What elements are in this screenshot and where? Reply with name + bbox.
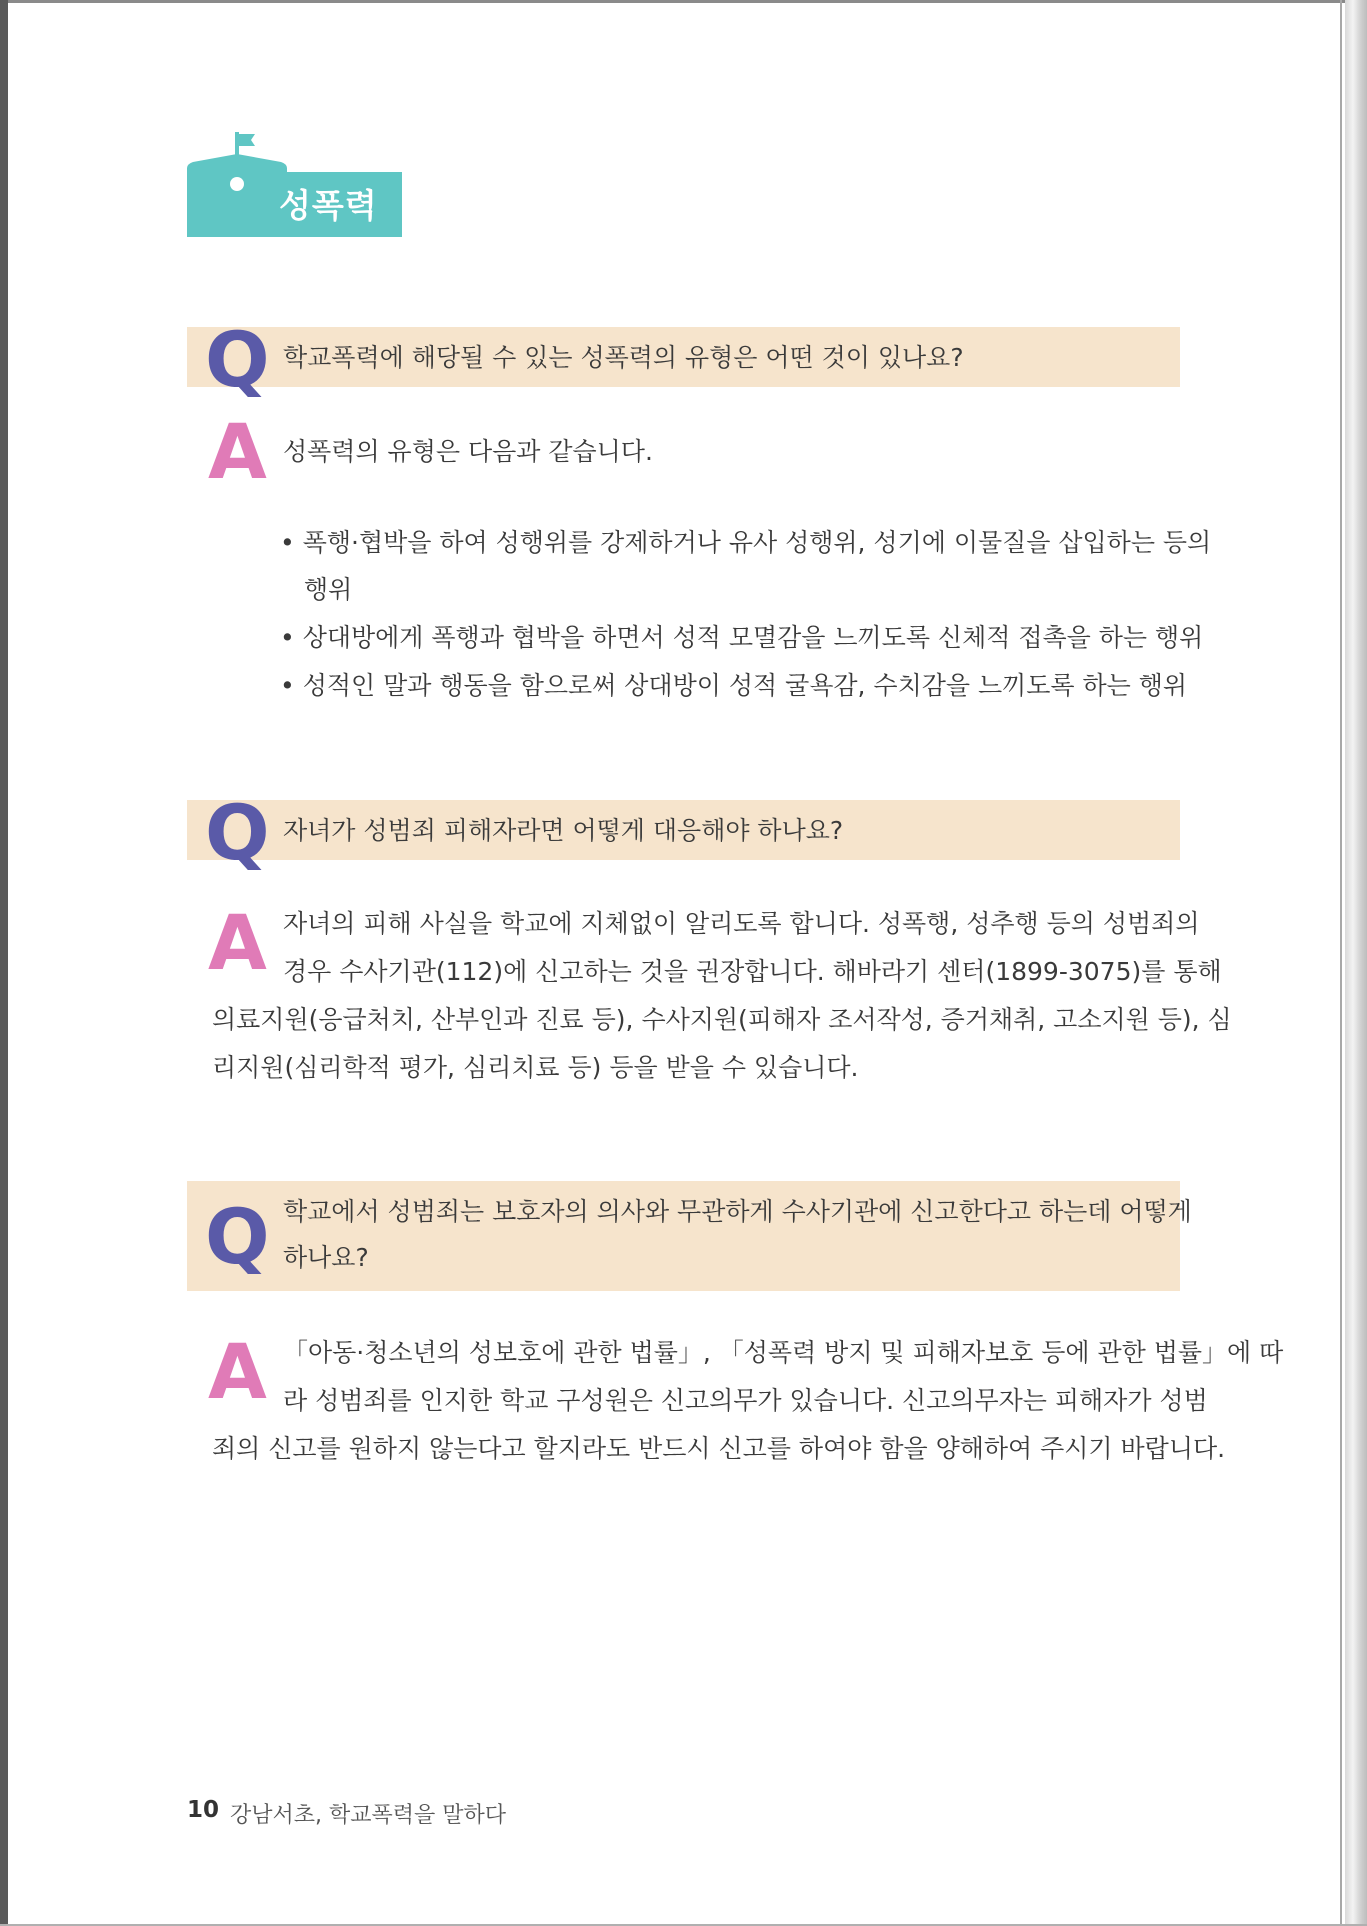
question-text-1: 학교폭력에 해당될 수 있는 성폭력의 유형은 어떤 것이 있나요? [283,343,964,372]
answer-line: 의료지원(응급처치, 산부인과 진료 등), 수사지원(피해자 조서작성, 증거채취, 고소지원 등), 심 [212,1005,1232,1034]
question-text-3a: 학교에서 성범죄는 보호자의 의사와 무관하게 수사기관에 신고한다고 하는데 어떻게 [283,1197,1192,1226]
answer-line: 「아동·청소년의 성보호에 관한 법률」, 「성폭력 방지 및 피해자보호 등에 관한 법률」에 따 [283,1338,1284,1367]
running-footer-title: 강남서초, 학교폭력을 말하다 [230,1803,507,1828]
bullet-item: • 폭행·협박을 하여 성행위를 강제하거나 유사 성행위, 성기에 이물질을 삽입하는 등의 [280,528,1212,557]
answer-line: 자녀의 피해 사실을 학교에 지체없이 알리도록 합니다. 성폭행, 성추행 등의 성범죄의 [283,909,1200,938]
a-letter-3: A [208,1327,267,1416]
bullet-item-continued: 행위 [304,575,353,604]
page-number: 10 [187,1797,220,1823]
question-text-2: 자녀가 성범죄 피해자라면 어떻게 대응해야 하나요? [283,816,844,845]
answer-intro-1: 성폭력의 유형은 다음과 같습니다. [283,437,653,466]
answer-line: 라 성범죄를 인지한 학교 구성원은 신고의무가 있습니다. 신고의무자는 피해자가 성범 [283,1386,1208,1415]
q-letter-2: Q [205,788,270,877]
page-edge-right [1345,0,1367,1926]
q-letter-1: Q [205,315,270,404]
a-letter-1: A [208,407,267,496]
page-edge-top [0,0,1367,3]
page-fold-line [1340,0,1342,1926]
answer-line: 리지원(심리학적 평가, 심리치료 등) 등을 받을 수 있습니다. [212,1053,859,1082]
question-text-3b: 하나요? [283,1243,369,1272]
answer-line: 죄의 신고를 원하지 않는다고 할지라도 반드시 신고를 하여야 함을 양해하여 주시기 바랍니다. [212,1434,1226,1463]
q-letter-3: Q [205,1192,270,1281]
section-title: 성폭력 [279,186,378,225]
answer-line: 경우 수사기관(112)에 신고하는 것을 권장합니다. 해바라기 센터(1899-3075)를 통해 [283,957,1222,986]
page-edge-left [0,0,8,1926]
bullet-item: • 성적인 말과 행동을 함으로써 상대방이 성적 굴욕감, 수치감을 느끼도록 하는 행위 [280,671,1188,700]
bullet-item: • 상대방에게 폭행과 협박을 하면서 성적 모멸감을 느끼도록 신체적 접촉을 하는 행위 [280,623,1204,652]
section-badge [187,132,402,237]
a-letter-2: A [208,898,267,987]
